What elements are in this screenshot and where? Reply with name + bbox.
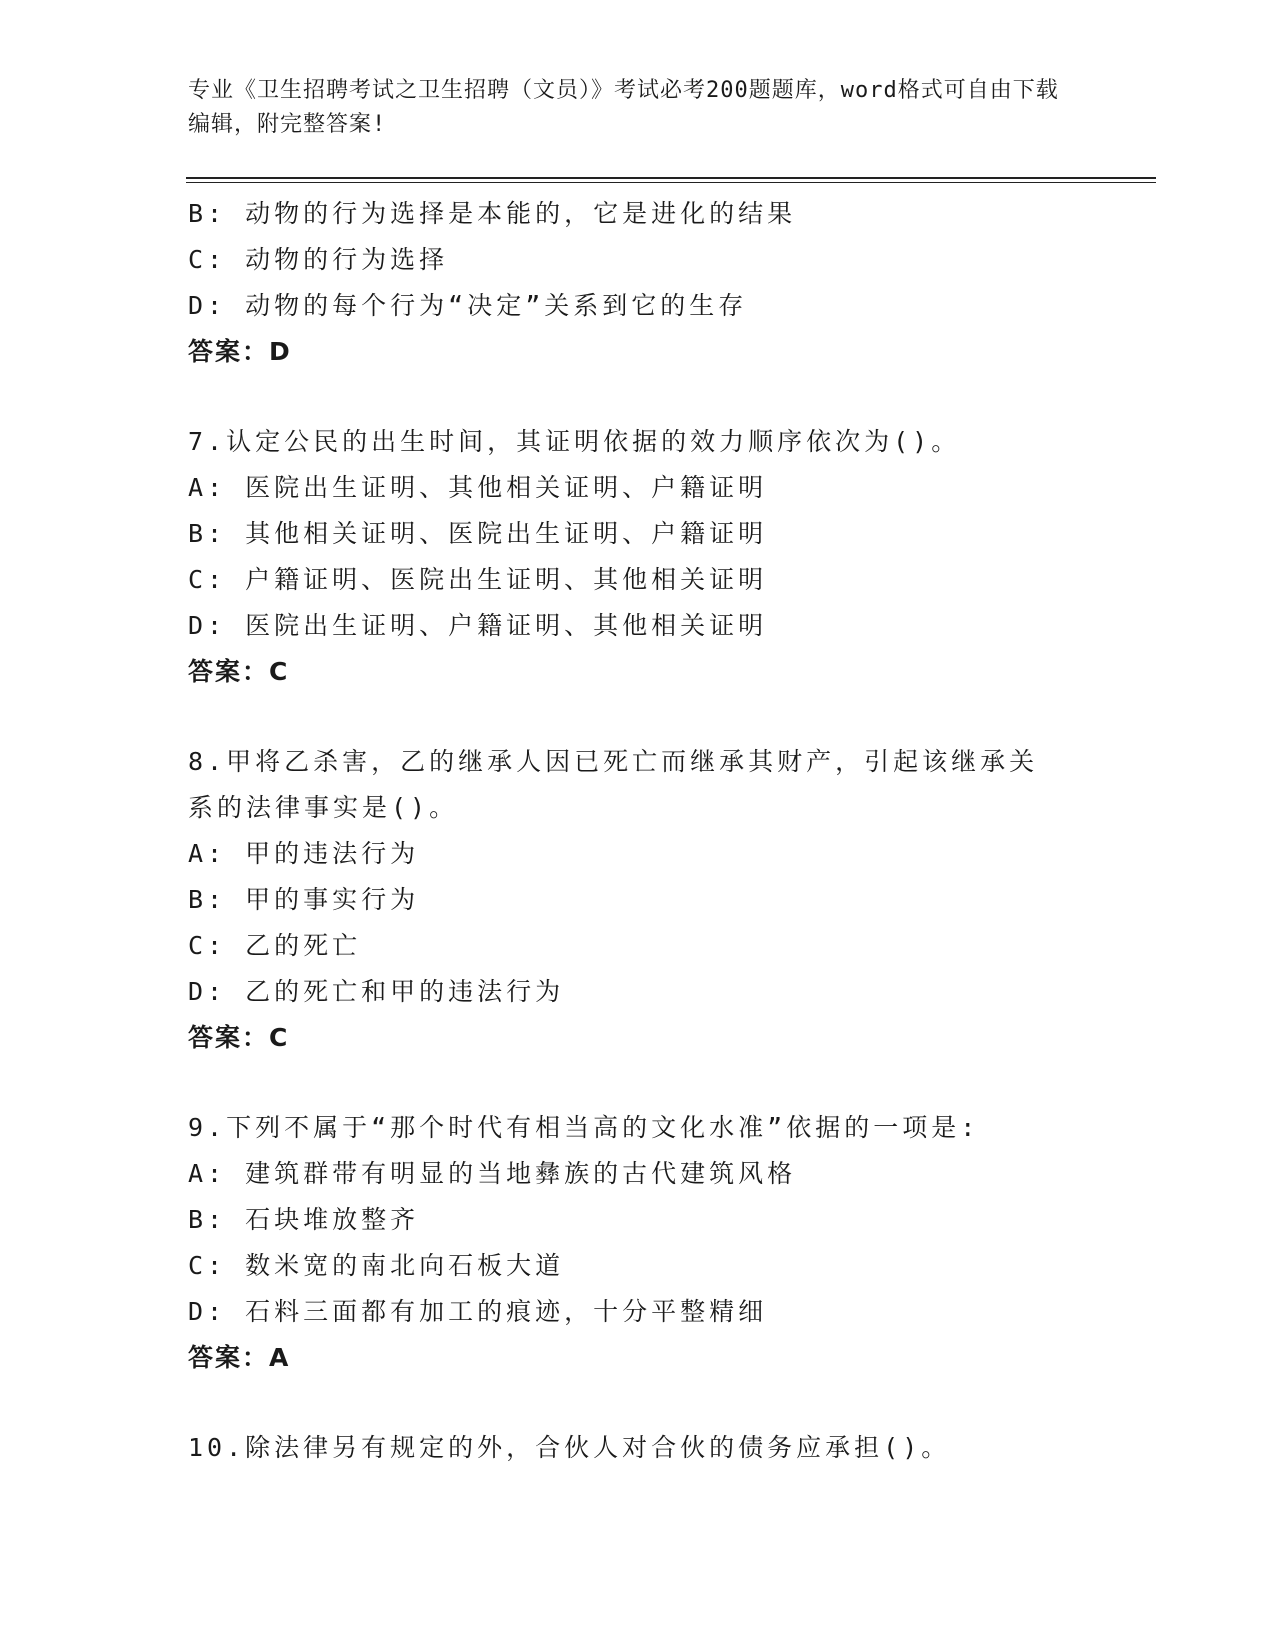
option-b: B: 石块堆放整齐 (188, 1205, 420, 1234)
question-block (188, 1425, 1148, 1471)
question-block (188, 419, 1148, 695)
header-divider-thick (186, 177, 1156, 179)
question-text: 9.下列不属于“那个时代有相当高的文化水准”依据的一项是: (188, 1113, 980, 1142)
option-c: C: 数米宽的南北向石板大道 (188, 1251, 565, 1280)
option-a: A: 医院出生证明、其他相关证明、户籍证明 (188, 473, 768, 502)
option-d: D: 乙的死亡和甲的违法行为 (188, 977, 565, 1006)
question-text: 8.甲将乙杀害，乙的继承人因已死亡而继承其财产，引起该继承关系的法律事实是()。 (188, 747, 1039, 822)
answer: 答案：C (188, 657, 290, 686)
option-b: B: 甲的事实行为 (188, 885, 420, 914)
option-d: D: 动物的每个行为“决定”关系到它的生存 (188, 291, 748, 320)
answer: 答案：D (188, 337, 292, 366)
document-header: 专业《卫生招聘考试之卫生招聘（文员）》考试必考200题题库，word格式可自由下载编辑，附完整答案! (188, 78, 1059, 137)
option-a: A: 甲的违法行为 (188, 839, 420, 868)
question-text: 7.认定公民的出生时间，其证明依据的效力顺序依次为()。 (188, 427, 961, 456)
option-b: B: 其他相关证明、医院出生证明、户籍证明 (188, 519, 768, 548)
header-divider-thin (186, 182, 1156, 183)
question-block (188, 1105, 1148, 1381)
option-c: C: 乙的死亡 (188, 931, 362, 960)
option-a: A: 建筑群带有明显的当地彝族的古代建筑风格 (188, 1159, 797, 1188)
option-d: D: 医院出生证明、户籍证明、其他相关证明 (188, 611, 768, 640)
question-block (188, 739, 1148, 1061)
option-c: C: 动物的行为选择 (188, 245, 449, 274)
answer: 答案：A (188, 1343, 291, 1372)
question-text: 10.除法律另有规定的外，合伙人对合伙的债务应承担()。 (188, 1433, 951, 1462)
option-d: D: 石料三面都有加工的痕迹，十分平整精细 (188, 1297, 768, 1326)
option-c: C: 户籍证明、医院出生证明、其他相关证明 (188, 565, 768, 594)
question-block (188, 191, 1148, 375)
option-b: B: 动物的行为选择是本能的，它是进化的结果 (188, 199, 797, 228)
answer: 答案：C (188, 1023, 290, 1052)
question-list (188, 191, 1148, 1471)
